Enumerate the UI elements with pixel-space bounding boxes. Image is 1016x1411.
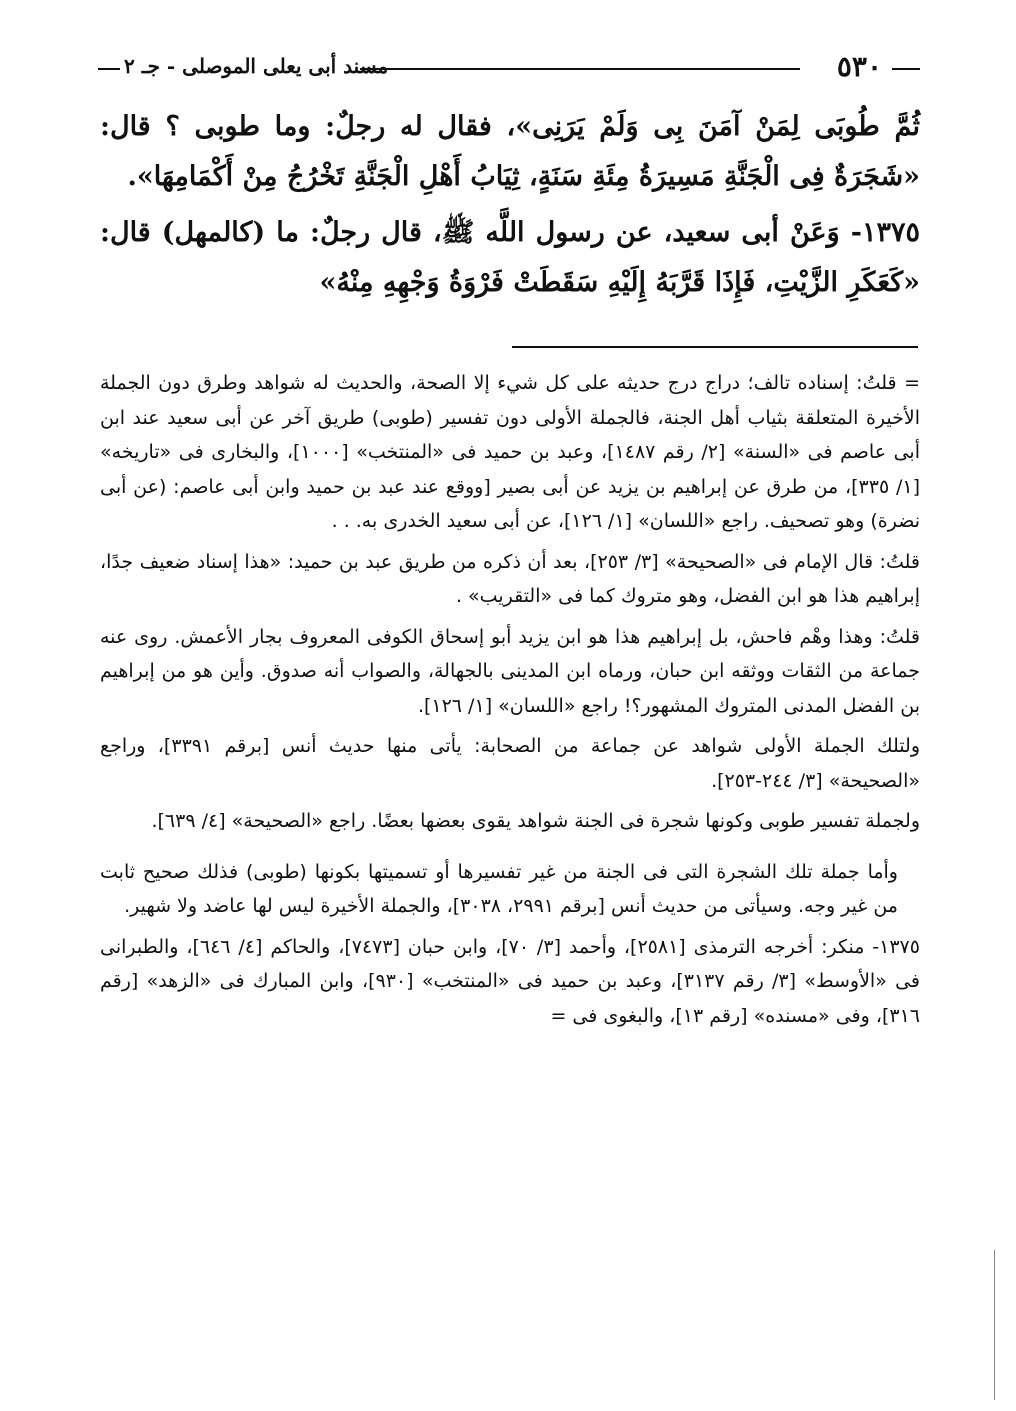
hadith-number: ١٣٧٥- xyxy=(850,217,921,248)
margin-line xyxy=(994,1250,995,1400)
running-title: مسند أبى يعلى الموصلى - جـ ٢ xyxy=(124,54,389,78)
main-text xyxy=(100,102,920,308)
footnotes xyxy=(100,366,920,1039)
header-rule-left xyxy=(98,68,120,70)
header-rule-middle xyxy=(360,68,800,70)
footnote-paragraph: وأما جملة تلك الشجرة التى فى الجنة من غير تفسيرها أو تسميتها بكونها (طوبى) فذلك صحيح ثابت من غير وجه. وسيأتى من حديث أنس [برقم ٢٩٩١، ٣٠٣٨]، والجملة الأخيرة ليس لها عاضد ولا شهير. xyxy=(100,860,898,917)
page-header xyxy=(98,48,920,90)
footnote-paragraph: قلتُ: وهذا وهْم فاحش، بل إبراهيم هذا هو ابن يزيد أبو إسحاق الكوفى المعروف بجار الأعمش. روى عنه جماعة من الثقات ووثقه ابن حبان، ورماه ابن المدينى بالجهالة، والصواب أنه صدوق. وأين هو من إبراهيم بن الفضل المدنى المتروك المشهور؟! راجع «اللسان» [١/ ١٢٦]. xyxy=(100,625,920,717)
footnote-separator xyxy=(512,346,918,348)
header-rule-right xyxy=(892,68,920,70)
footnote-paragraph: ولجملة تفسير طوبى وكونها شجرة فى الجنة شواهد يقوى بعضها بعضًا. راجع «الصحيحة» [٤/ ٦٣٩]. xyxy=(151,810,920,832)
footnote-paragraph: ولتلك الجملة الأولى شواهد عن جماعة من الصحابة: يأتى منها حديث أنس [برقم ٣٣٩١]، وراجع «الصحيحة» [٣/ ٢٤٤-٢٥٣]. xyxy=(100,735,920,792)
footnote-paragraph: = قلتُ: إسناده تالف؛ دراج درج حديثه على كل شيء إلا الصحة، والحديث له شواهد وطرق دون الجملة الأخيرة المتعلقة بثياب أهل الجنة، فالجملة الأولى دون تفسير (طوبى) طريق آخر عن أبى سعيد عند ابن أبى عاصم فى «السنة» [٢/ رقم ١٤٨٧]، وعبد بن حميد فى «المنتخب» [١٠٠٠]، والبخارى فى «تاريخه» [١/ ٣٣٥]، من طرق عن إبراهيم بن يزيد عن أبى بصير [ووقع عند عبد بن حميد وابن أبى عاصم: (عن أبى نضرة) وهو تصحيف. راجع «اللسان» [١/ ١٢٦]، عن أبى سعيد الخدرى به. . . xyxy=(100,372,921,532)
footnote-paragraph: ١٣٧٥- منكر: أخرجه الترمذى [٢٥٨١]، وأحمد [٣/ ٧٠]، وابن حبان [٧٤٧٣]، والحاكم [٤/ ٦٤٦]، والطبرانى فى «الأوسط» [٣/ رقم ٣١٣٧]، وعبد بن حميد فى «المنتخب» [٩٣٠]، وابن المبارك فى «الزهد» [رقم ٣١٦]، وفى «مسنده» [رقم ١٣]، والبغوى فى = xyxy=(100,935,921,1027)
hadith-paragraph xyxy=(100,208,920,308)
main-paragraph: ثُمَّ طُوبَى لِمَنْ آمَنَ بِى وَلَمْ يَرَنِى»، فقال له رجلٌ: وما طوبى ؟ قال: «شَجَرَةٌ فِى الْجَنَّةِ مَسِيرَةُ مِئَةِ سَنَةٍ، ثِيَابُ أَهْلِ الْجَنَّةِ تَخْرُجُ مِنْ أَكْمَامِهَا». xyxy=(100,111,920,192)
hadith-text: وَعَنْ أبى سعيد، عن رسول اللَّه ﷺ، قال رجلٌ: ما (كالمهل) قال: «كَعَكَرِ الزَّيْتِ، فَإِذَا قَرَّبَهُ إِلَيْهِ سَقَطَتْ فَرْوَةُ وَجْهِهِ مِنْهُ» xyxy=(100,217,920,298)
page-number: ٥٣٠ xyxy=(836,50,882,83)
footnote-paragraph: قلتُ: قال الإمام فى «الصحيحة» [٣/ ٢٥٣]، بعد أن ذكره من طريق عبد بن حميد: «هذا إسناد ضعيف جدًا، إبراهيم هذا هو ابن الفضل، وهو متروك كما فى «التقريب» . xyxy=(100,550,920,607)
